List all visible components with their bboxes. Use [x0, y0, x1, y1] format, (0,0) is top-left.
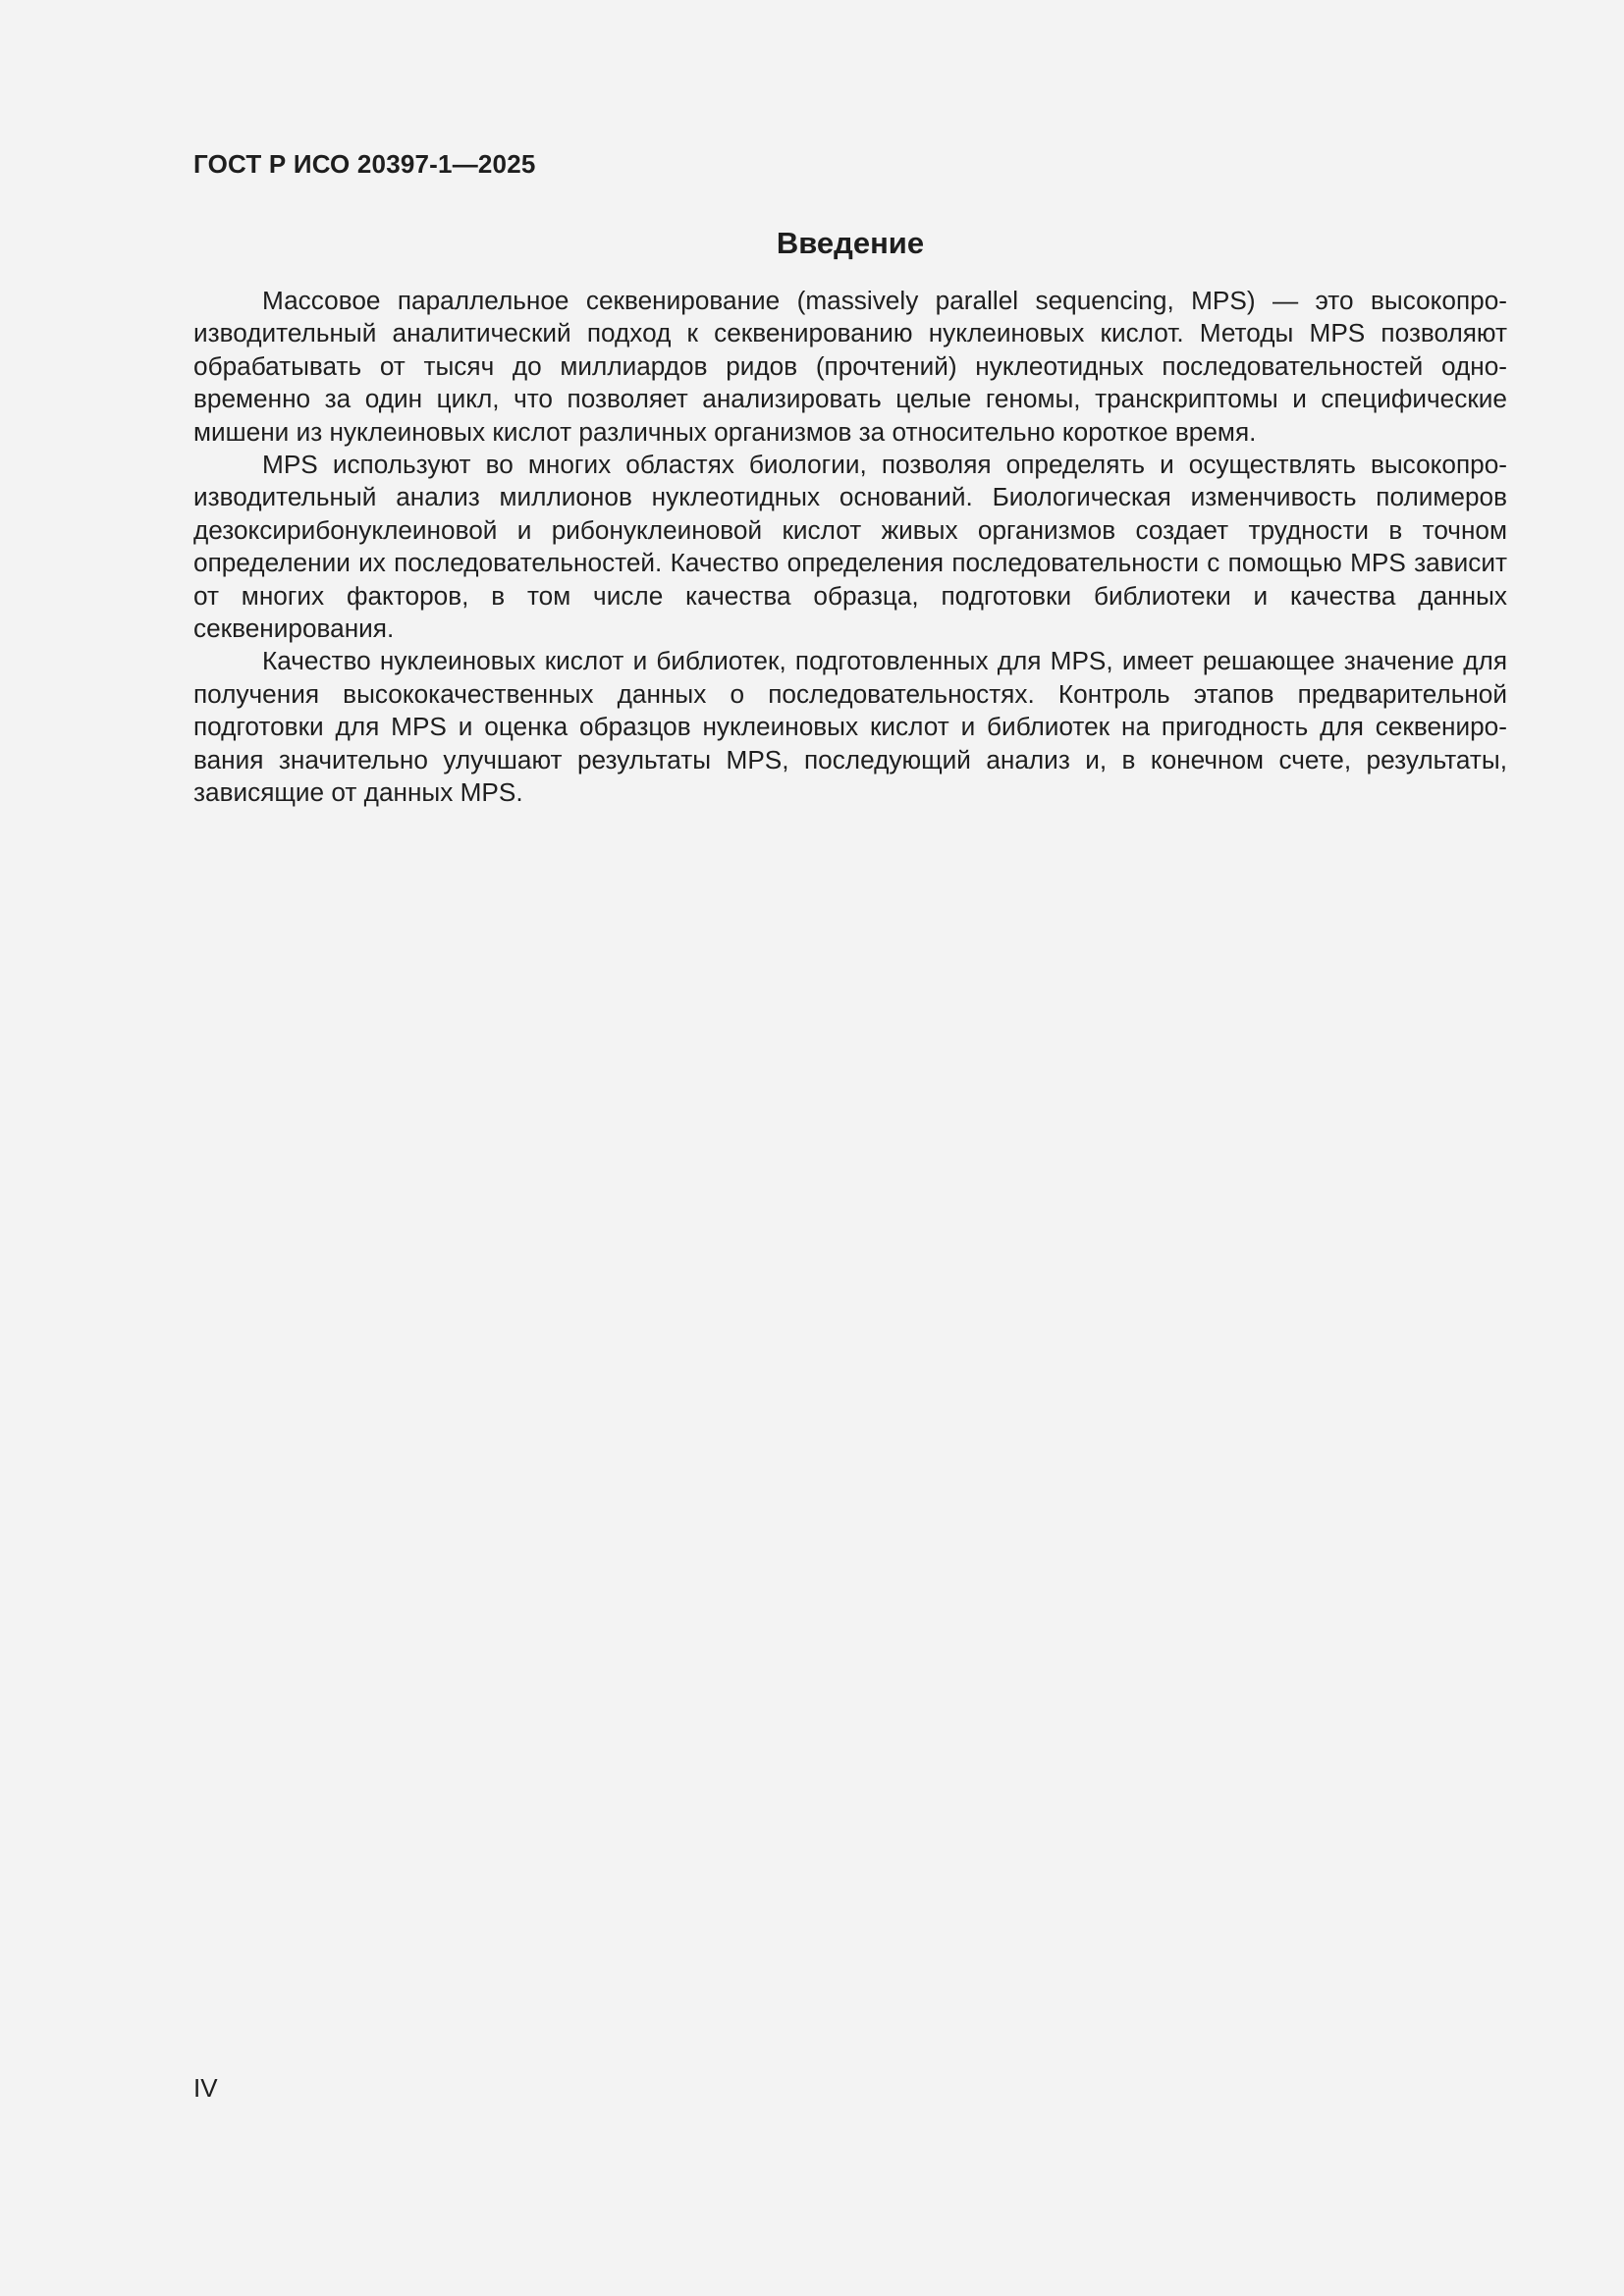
paragraph: MPS используют во многих областях биологии, позволяя определять и осуществлять высокопроизводительный анализ миллионов нуклеотидных оснований. Биологическая изменчивость полимеров дезоксирибонуклеиновой и рибонуклеиновой кислот живых организмов создает трудности в точном определении их последовательностей. Качество определения последовательности с помощью MPS зависит от многих факторов, в том числе качества образца, подготовки библиотеки и качества данных секвенирования.: [193, 450, 1507, 644]
page-number: IV: [193, 2073, 218, 2103]
section-title: Введение: [776, 226, 925, 260]
section-body: [193, 285, 1507, 810]
paragraph: Качество нуклеиновых кислот и библиотек, подготовленных для MPS, имеет решающее значение для получения высококачественных данных о последовательностях. Контроль этапов предварительной подготовки для MPS и оценка образцов нуклеиновых кислот и библиотек на пригодность для секвенирования значительно улучшают результаты MPS, последующий анализ и, в конечном счете, результаты, зависящие от данных MPS.: [193, 646, 1507, 808]
document-code: ГОСТ Р ИСО 20397-1—2025: [193, 149, 536, 179]
paragraph: Массовое параллельное секвенирование (massively parallel sequencing, MPS) — это высокопроизводительный аналитический подход к секвенированию нуклеиновых кислот. Методы MPS позволяют обрабатывать от тысяч до миллиардов ридов (прочтений) нуклеотидных последовательностей одновременно за один цикл, что позволяет анализировать целые геномы, транскриптомы и специфические мишени из нуклеиновых кислот различных организмов за относительно короткое время.: [193, 286, 1507, 447]
